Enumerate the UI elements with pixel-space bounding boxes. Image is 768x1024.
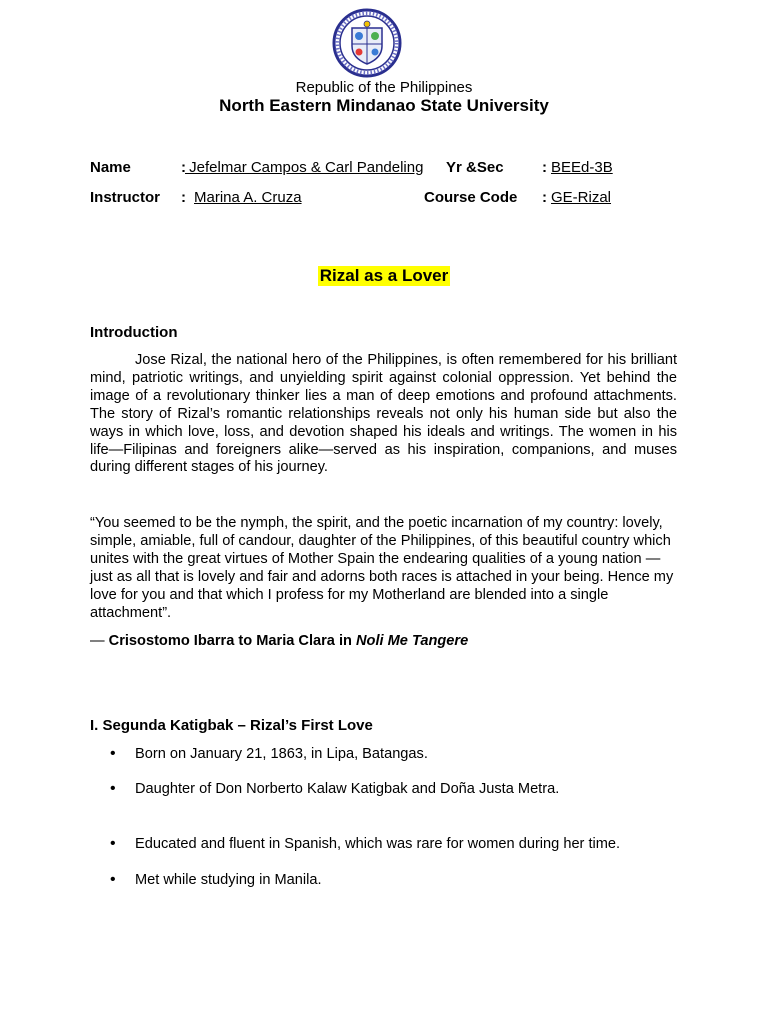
document-title: Rizal as a Lover bbox=[319, 266, 449, 285]
attribution-dash: — bbox=[90, 633, 109, 649]
instructor-label: Instructor bbox=[90, 189, 161, 206]
university-name: North Eastern Mindanao State University bbox=[219, 96, 549, 115]
course-code-colon: : bbox=[542, 189, 547, 206]
quote-paragraph: “You seemed to be the nymph, the spirit, and the poetic incarnation of my country: lovely, simple, amiable, full of candour, daughter of the Philippines, of this beautiful country which unites with the great virtues of Mother Spain the endearing qualities of a young nation — just as all that is lovely and fair and adorns both races is attached in your being. Hence my love for you and that which I profess for my Motherland are blended into a single attachment”. bbox=[90, 515, 674, 621]
list-item: Met while studying in Manila. bbox=[135, 872, 322, 888]
attribution-book: Noli Me Tangere bbox=[356, 633, 469, 649]
attribution-speaker: Crisostomo Ibarra to Maria Clara in bbox=[108, 633, 357, 649]
section1-heading: I. Segunda Katigbak – Rizal’s First Love bbox=[90, 717, 373, 734]
list-item: Born on January 21, 1863, in Lipa, Batangas. bbox=[135, 746, 428, 762]
name-colon: : bbox=[181, 159, 186, 176]
bullet-icon: • bbox=[110, 745, 116, 762]
name-value: Jefelmar Campos & Carl Pandeling bbox=[185, 159, 424, 176]
list-item: Daughter of Don Norberto Kalaw Katigbak and Doña Justa Metra. bbox=[135, 781, 560, 797]
yrsec-colon: : bbox=[542, 159, 547, 176]
intro-paragraph: Jose Rizal, the national hero of the Philippines, is often remembered for his brilliant mind, patriotic writings, and unyielding spirit against colonial oppression. Yet behind the image of a revolutionary thinker lies a man of deep emotions and profound attachments. The story of Rizal’s romantic relationships reveals not only his human side but also the ways in which love, loss, and devotion shaped his ideals and writings. The women in his life—Filipinas and foreigners alike—served as his inspiration, companions, and muses during different stages of his journey. bbox=[90, 352, 677, 476]
yrsec-label: Yr &Sec bbox=[446, 159, 504, 176]
republic-text: Republic of the Philippines bbox=[295, 79, 473, 96]
intro-heading: Introduction bbox=[90, 324, 178, 341]
university-seal-icon bbox=[332, 8, 402, 78]
quote-attribution bbox=[90, 633, 468, 649]
instructor-value: Marina A. Cruza bbox=[194, 189, 302, 206]
instructor-colon: : bbox=[181, 189, 186, 206]
course-code-label: Course Code bbox=[424, 189, 518, 206]
document-title-wrap bbox=[0, 266, 768, 286]
list-item: Educated and fluent in Spanish, which was rare for women during her time. bbox=[135, 836, 621, 852]
course-code-value: GE-Rizal bbox=[551, 189, 612, 206]
bullet-icon: • bbox=[110, 871, 116, 888]
yrsec-value: BEEd-3B bbox=[551, 159, 613, 176]
bullet-icon: • bbox=[110, 780, 116, 797]
name-label: Name bbox=[90, 159, 131, 176]
bullet-icon: • bbox=[110, 835, 116, 852]
